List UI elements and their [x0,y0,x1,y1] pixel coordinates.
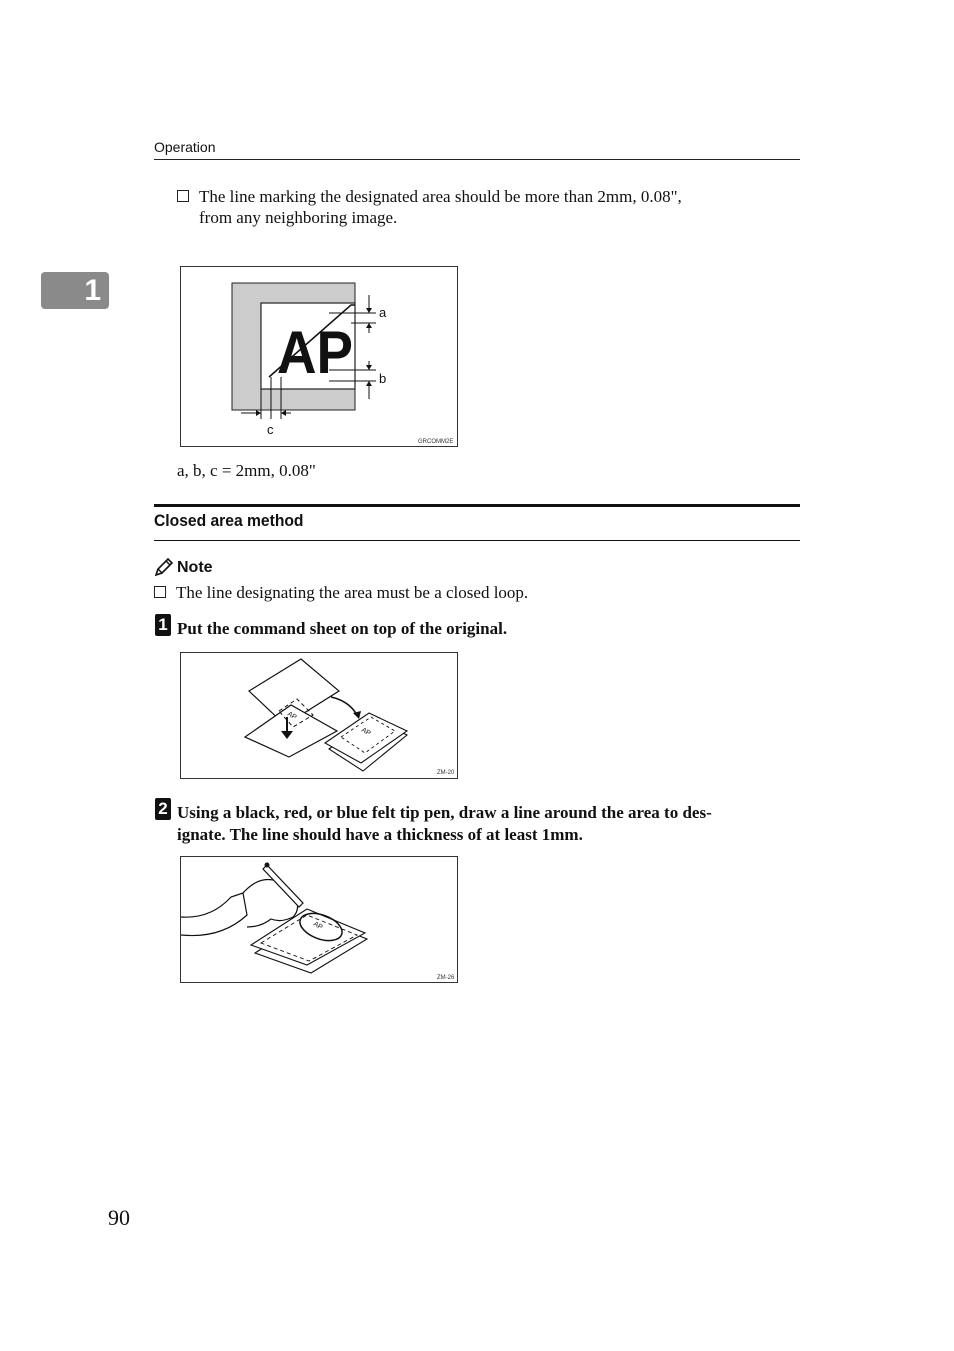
section-title: Closed area method [154,511,304,530]
step-1-badge: 1 [155,614,171,636]
spacing-diagram-svg [181,267,457,446]
note-label: Note [177,558,213,576]
chapter-tab: 1 [41,272,109,309]
pencil-icon [154,558,173,577]
svg-text:AP: AP [286,710,298,722]
header-rule [154,159,800,160]
section-rule-top [154,504,800,507]
section-rule-bottom [154,540,800,541]
ap-letters: AP [277,319,353,386]
running-header: Operation [154,139,216,155]
pen-drawing-svg [181,857,457,982]
label-c: c [267,422,274,437]
command-sheet-svg [181,653,457,778]
svg-text:AP: AP [312,920,324,932]
figure-caption: a, b, c = 2mm, 0.08" [177,461,316,480]
note-heading [154,558,213,577]
figure-code: GRCOMM2E [418,439,454,445]
figure-code: ZM-26 [437,975,455,981]
step-2-line1: Using a black, red, or blue felt tip pen, draw a line around the area to des- [177,803,712,822]
page-number: 90 [108,1205,130,1230]
step-2-text [177,802,800,846]
label-b: b [379,371,387,386]
step-2-badge: 2 [155,798,171,820]
command-sheet-illustration [180,652,458,779]
spacing-diagram [180,266,458,447]
figure-code: ZM-20 [437,770,455,776]
note-text: The line designating the area must be a closed loop. [176,583,529,602]
bullet-text-line2: from any neighboring image. [199,208,398,227]
note-bullet [154,582,528,603]
bullet-item-spacing [177,186,800,228]
svg-text:AP: AP [360,726,372,738]
step-2-line2: ignate. The line should have a thickness of at least 1mm. [177,825,583,844]
step-1-text: Put the command sheet on top of the original. [177,619,508,638]
label-a: a [379,305,387,320]
checkbox-bullet-icon [154,586,166,598]
pen-drawing-illustration [180,856,458,983]
checkbox-bullet-icon [177,190,189,202]
bullet-text-line1: The line marking the designated area should be more than 2mm, 0.08", [199,187,682,206]
